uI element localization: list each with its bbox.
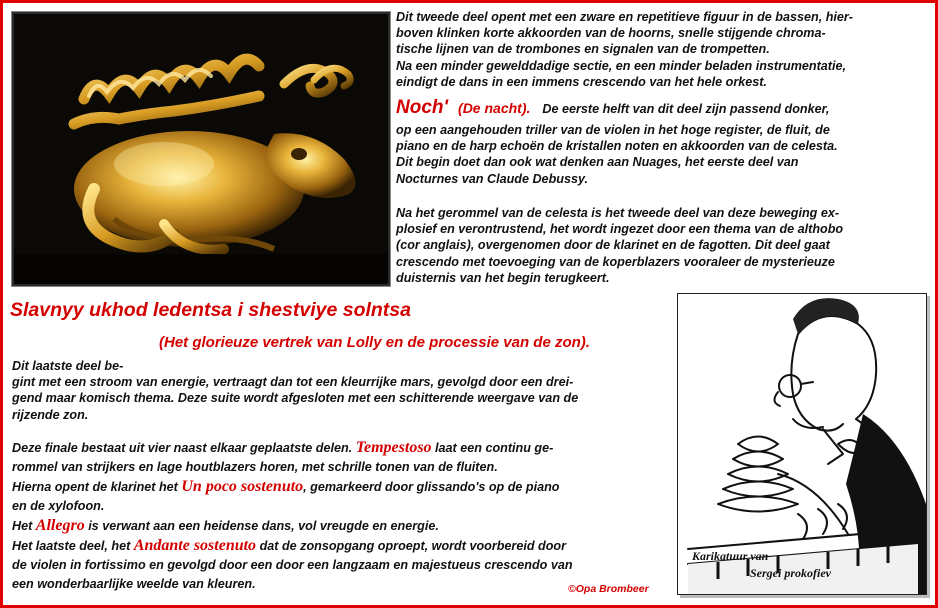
text-line: Het laatste deel, het [12, 539, 131, 553]
noch-subtitle: (De nacht). [458, 100, 531, 116]
text-line: Dit begin doet dan ook wat denken aan Nuages, het eerste deel van [396, 155, 799, 170]
text-line: op een aangehouden triller van de violen in het hoge register, de fluit, de [396, 123, 830, 137]
text-line: eindigt de dans in een immens crescendo van het hele orkest. [396, 74, 767, 89]
golden-deer-photo [12, 12, 390, 286]
text-line: gint met een stroom van energie, vertraagt dan tot een kleurrijke mars, gevolgd door een drei- [12, 375, 574, 390]
text-line: Na een minder gewelddadige sectie, en een minder beladen instrumentatie, [396, 58, 847, 73]
section-title: Slavnyy ukhod ledentsa i shestviye solntsa [10, 299, 411, 321]
text-line: dat de zonsopgang oproept, wordt voorbereid door [259, 539, 567, 553]
intro-paragraph-2 [396, 122, 838, 187]
term-allegro: Allegro [35, 517, 85, 534]
text-line: rijzende zon. [12, 407, 89, 422]
text-line: Nocturnes van Claude Debussy. [396, 171, 588, 186]
text-line: boven klinken korte akkoorden van de hoorns, snelle stijgende chroma- [396, 26, 826, 41]
golden-deer-illustration [14, 14, 388, 284]
noch-title: Noch' [396, 97, 449, 118]
text-line: de violen in fortissimo en gevolgd door een door een langzaam en majestueus crescendo van [12, 558, 573, 572]
text-line: duisternis van het begin terugkeert. [396, 270, 610, 285]
text-line: is verwant aan een heidense dans, vol vreugde en energie. [88, 519, 439, 533]
caricature-caption-line-2: Sergei prokofiev [750, 566, 831, 580]
intro-paragraph-1 [396, 9, 853, 90]
text-line: Het [12, 519, 33, 533]
caricature-caption-line-1: Karikatuur van [692, 549, 769, 563]
text-line: piano en de harp echoën de kristallen noten en akkoorden van de celesta. [396, 139, 838, 154]
section-finale-paragraph [12, 438, 573, 594]
text-line: , gemarkeerd door glissando's op de piano [303, 480, 560, 494]
noch-first-line: De eerste helft van dit deel zijn passend donker, [542, 102, 830, 116]
noch-heading-row [396, 97, 829, 119]
text-line: Dit tweede deel opent met een zware en repetitieve figuur in de bassen, hier- [396, 10, 853, 24]
text-line: rommel van strijkers en lage houtblazers horen, met schrille tonen van de fluiten. [12, 460, 498, 474]
term-tempestoso: Tempestoso [355, 439, 432, 456]
text-line: laat een continu ge- [435, 441, 554, 455]
text-line: Deze finale bestaat uit vier naast elkaar geplaatste delen. [12, 441, 353, 455]
text-line: crescendo met toevoeging van de koperblazers vooraleer de mysterieuze [396, 254, 835, 269]
term-un-poco-sostenuto: Un poco sostenuto [181, 478, 304, 495]
text-line: Na het gerommel van de celesta is het tweede deel van deze beweging ex- [396, 206, 840, 220]
text-line: (cor anglais), overgenomen door de klarinet en de fagotten. Dit deel gaat [396, 238, 830, 253]
term-andante-sostenuto: Andante sostenuto [133, 537, 257, 554]
text-line: tische lijnen van de trombones en signalen van de trompetten. [396, 42, 770, 57]
intro-paragraph-3 [396, 205, 843, 286]
text-line: Dit laatste deel be- [12, 359, 124, 373]
text-line: en de xylofoon. [12, 499, 105, 513]
section-paragraph-1 [12, 358, 578, 423]
text-line: Hierna opent de klarinet het [12, 480, 178, 494]
section-subtitle: (Het glorieuze vertrek van Lolly en de processie van de zon). [159, 334, 590, 351]
text-line: plosief en verontrustend, het wordt ingezet door een thema van de althobo [396, 222, 844, 237]
credit-text: ©Opa Brombeer [568, 583, 649, 595]
caricature-panel [677, 293, 927, 595]
text-line: een wonderbaarlijke weelde van kleuren. [12, 577, 256, 591]
text-line: gend maar komisch thema. Deze suite wordt afgesloten met een schitterende weergave van de [12, 391, 579, 406]
